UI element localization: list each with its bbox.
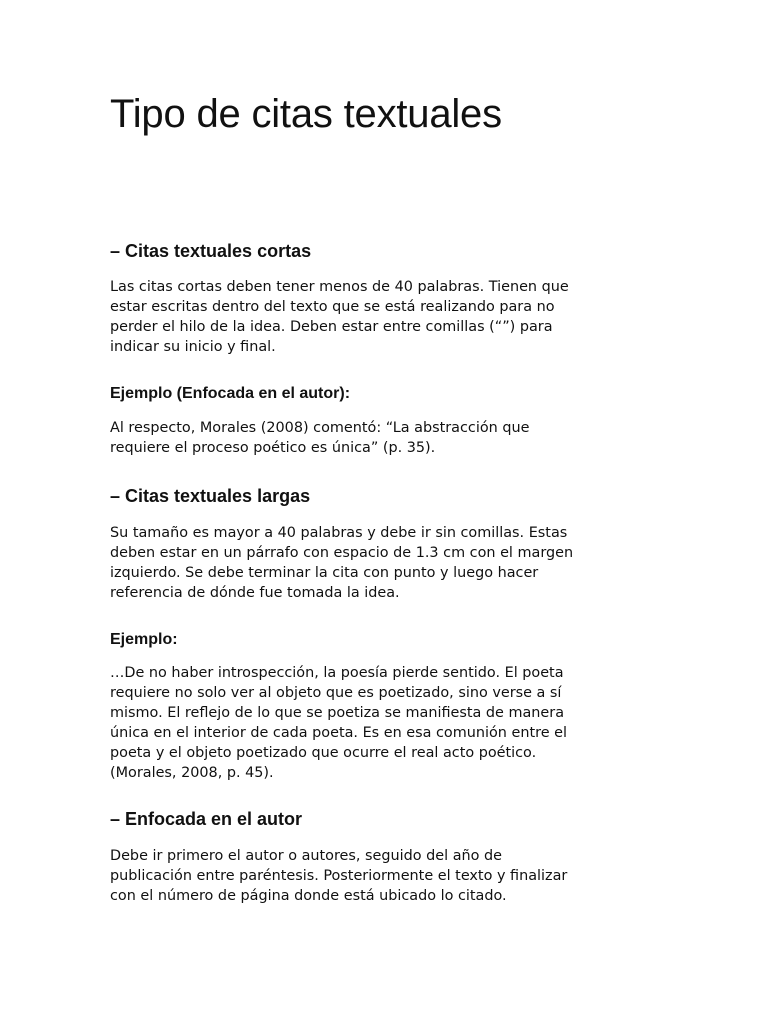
text-line: Las citas cortas deben tener menos de 40 palabras. Tienen que <box>110 279 569 295</box>
text-line: mismo. El reflejo de lo que se poetiza se manifiesta de manera <box>110 705 565 721</box>
section-heading-citas-cortas: – Citas textuales cortas <box>110 241 312 261</box>
text-line: única en el interior de cada poeta. Es en esa comunión entre el <box>110 725 567 741</box>
text-line: poeta y el objeto poetizado que ocurre el real acto poético. <box>110 745 537 761</box>
text-line: publicación entre paréntesis. Posteriormente el texto y finalizar <box>110 868 568 884</box>
text-line: …De no haber introspección, la poesía pierde sentido. El poeta <box>110 665 564 681</box>
text-line: requiere el proceso poético es única” (p. 35). <box>110 440 436 456</box>
section-heading-citas-largas: – Citas textuales largas <box>110 486 311 506</box>
section-heading-enfocada-autor: – Enfocada en el autor <box>110 809 303 829</box>
paragraph-citas-largas <box>110 523 660 603</box>
text-line: estar escritas dentro del texto que se está realizando para no <box>110 299 555 315</box>
text-line: indicar su inicio y final. <box>110 339 276 355</box>
example-heading: Ejemplo: <box>110 631 178 648</box>
example-paragraph-morales-2008 <box>110 418 660 458</box>
text-line: referencia de dónde fue tomada la idea. <box>110 585 400 601</box>
paragraph-enfocada-autor <box>110 846 660 906</box>
text-line: con el número de página donde está ubicado lo citado. <box>110 888 507 904</box>
text-line: Al respecto, Morales (2008) comentó: “La abstracción que <box>110 420 530 436</box>
example-heading-enfocada-autor: Ejemplo (Enfocada en el autor): <box>110 385 351 402</box>
text-line: Su tamaño es mayor a 40 palabras y debe ir sin comillas. Estas <box>110 525 568 541</box>
text-line: perder el hilo de la idea. Deben estar entre comillas (“”) para <box>110 319 553 335</box>
example-paragraph-morales-long-quote <box>110 663 660 783</box>
text-line: Debe ir primero el autor o autores, seguido del año de <box>110 848 503 864</box>
document-title: Tipo de citas textuales <box>110 92 502 136</box>
text-line: deben estar en un párrafo con espacio de 1.3 cm con el margen <box>110 545 574 561</box>
text-line: (Morales, 2008, p. 45). <box>110 765 274 781</box>
text-line: izquierdo. Se debe terminar la cita con punto y luego hacer <box>110 565 539 581</box>
paragraph-citas-cortas <box>110 277 660 357</box>
text-line: requiere no solo ver al objeto que es poetizado, sino verse a sí <box>110 685 562 701</box>
